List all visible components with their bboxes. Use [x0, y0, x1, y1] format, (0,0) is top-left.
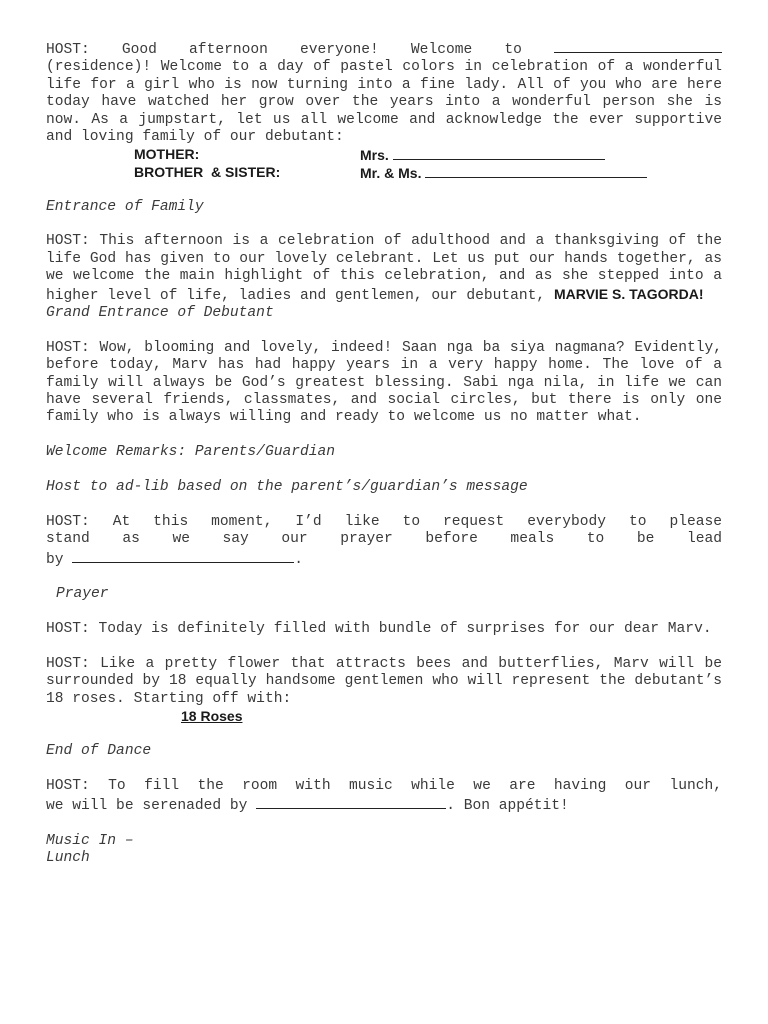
host-blooming-paragraph: HOST: Wow, blooming and lovely, indeed! Saan nga ba siya nagmana? Evidently, before today, Marv has had happy years in a very happy home. The love of a family will always be God’s greatest blessing. Sabi nga nila, in life we can have several friends, classmates, and social circles, but there is only one family who is always willing and ready to welcome us no matter what. — [46, 339, 722, 426]
siblings-title: Mr. & Ms. — [360, 164, 647, 182]
host-music-line-2: we will be serenaded by . Bon appétit! — [46, 795, 722, 815]
residence-blank — [554, 39, 722, 53]
siblings-label: BROTHER & SISTER: — [134, 163, 281, 180]
prayer-request-line-1: HOST: At this moment, I’d like to request everybody to please — [46, 513, 722, 530]
siblings-name-blank — [425, 164, 647, 178]
debutant-name: MARVIE S. TAGORDA! — [553, 285, 704, 302]
prayer-request-line-3: by . — [46, 549, 722, 569]
siblings-row — [46, 164, 722, 181]
mother-row — [46, 146, 722, 163]
host-surprises-paragraph: HOST: Today is definitely filled with bundle of surprises for our dear Marv. — [46, 621, 712, 638]
cue-end-dance: End of Dance — [46, 743, 152, 760]
greeting-text: HOST: Good afternoon everyone! Welcome to — [46, 42, 522, 58]
cue-prayer: Prayer — [56, 586, 109, 603]
cue-host-adlib: Host to ad-lib based on the parent’s/guardian’s message — [46, 479, 528, 496]
prayer-request-line-2: stand as we say our prayer before meals to be lead — [46, 531, 722, 548]
prayer-leader-blank — [72, 549, 294, 563]
cue-welcome-remarks: Welcome Remarks: Parents/Guardian — [46, 444, 336, 461]
host-greeting-line — [46, 39, 722, 59]
roses-heading: 18 Roses — [181, 708, 243, 725]
mother-title: Mrs. — [360, 146, 605, 164]
cue-grand-entrance: Grand Entrance of Debutant — [46, 305, 274, 322]
serenader-blank — [256, 795, 446, 809]
host-celebration-paragraph: HOST: This afternoon is a celebration of adulthood and a thanksgiving of the life God has given to our lovely celebrant. Let us put our hands together, as we welcome the main highlight of this celebration, and as she stepped into a higher level of life, ladies and gentlemen, our debutant, MARVIE S. TAGORDA! — [46, 233, 722, 304]
host-music-line-1: HOST: To fill the room with music while we are having our lunch, — [46, 777, 722, 794]
cue-music-in: Music In – — [46, 833, 134, 850]
mother-name-blank — [393, 146, 605, 160]
program-script-page — [46, 39, 722, 868]
host-roses-paragraph: HOST: Like a pretty flower that attracts bees and butterflies, Marv will be surrounded by 18 equally handsome gentlemen who will represent the debutant’s 18 roses. Starting off with: — [46, 656, 722, 707]
cue-entrance-family: Entrance of Family — [46, 198, 204, 215]
cue-lunch: Lunch — [46, 850, 90, 867]
roses-heading-row — [46, 708, 722, 725]
mother-label: MOTHER: — [134, 146, 200, 163]
host-greeting-paragraph: (residence)! Welcome to a day of pastel colors in celebration of a wonderful life for a girl who is now turning into a fine lady. All of you who are here today have watched her grow over the years into a wonderful person she is now. As a jumpstart, let us all welcome and acknowledge the ever supportive and loving family of our debutant: — [46, 59, 722, 146]
